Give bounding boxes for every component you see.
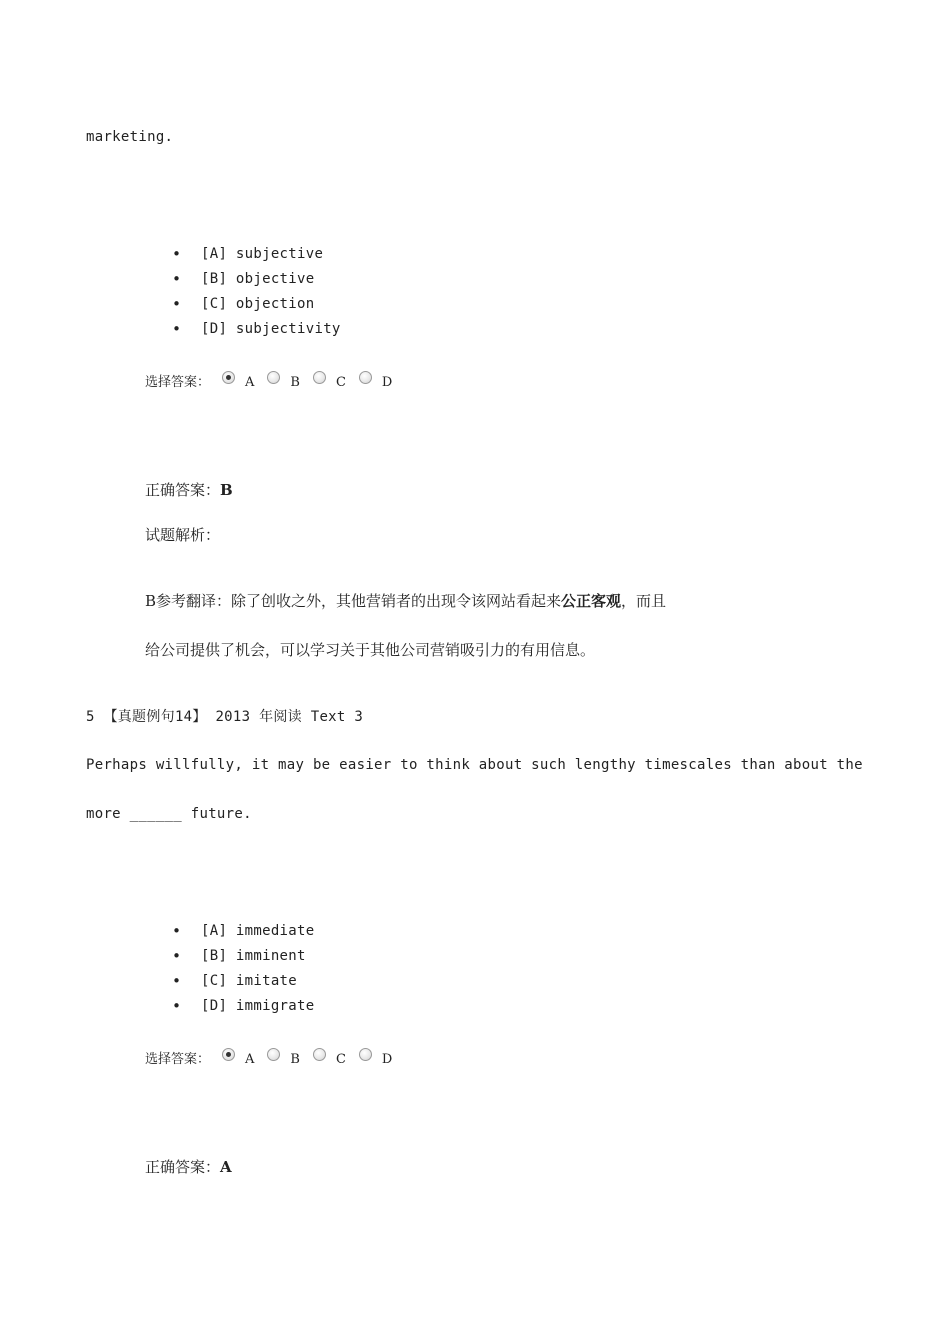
option-b: • [B] imminent bbox=[172, 944, 314, 969]
question-text-tail: marketing. bbox=[86, 129, 174, 145]
question-heading: 5 【真题例句14】 2013 年阅读 Text 3 bbox=[86, 709, 364, 725]
radio-c-label: C bbox=[335, 1052, 346, 1067]
option-d: • [D] immigrate bbox=[172, 994, 314, 1019]
correct-answer-label: 正确答案： bbox=[145, 481, 221, 499]
translation-highlight: 公正客观 bbox=[561, 592, 622, 610]
radio-b[interactable] bbox=[267, 1048, 280, 1061]
option-d: • [D] subjectivity bbox=[172, 317, 341, 342]
radio-a[interactable] bbox=[222, 371, 235, 384]
radio-c[interactable] bbox=[313, 1048, 326, 1061]
question-sentence-line-2: more ______ future. bbox=[86, 806, 252, 822]
correct-answer bbox=[145, 1156, 232, 1177]
radio-c-label: C bbox=[335, 375, 346, 390]
option-list bbox=[172, 919, 314, 1019]
option-a: • [A] subjective bbox=[172, 242, 341, 267]
question-sentence-line-1: Perhaps willfully, it may be easier to think about such lengthy timescales than about the bbox=[86, 757, 863, 773]
option-a: • [A] immediate bbox=[172, 919, 314, 944]
radio-a-label: A bbox=[245, 375, 255, 390]
option-c: • [C] objection bbox=[172, 292, 341, 317]
select-answer-label: 选择答案： bbox=[145, 1052, 211, 1067]
answer-selector bbox=[145, 1045, 405, 1067]
analysis-label: 试题解析： bbox=[145, 526, 221, 544]
translation-text-end: ，而且 bbox=[621, 592, 667, 610]
option-b: • [B] objective bbox=[172, 267, 341, 292]
option-c: • [C] imitate bbox=[172, 969, 314, 994]
radio-d-label: D bbox=[381, 1052, 393, 1067]
answer-selector bbox=[145, 368, 405, 390]
correct-answer-label: 正确答案： bbox=[145, 1158, 221, 1176]
select-answer-label: 选择答案： bbox=[145, 375, 211, 390]
option-list bbox=[172, 242, 341, 342]
correct-answer bbox=[145, 479, 233, 500]
radio-b-label: B bbox=[290, 1052, 300, 1067]
radio-d[interactable] bbox=[359, 1048, 372, 1061]
translation-line-1 bbox=[145, 590, 666, 611]
radio-d-label: D bbox=[381, 375, 393, 390]
radio-b[interactable] bbox=[267, 371, 280, 384]
translation-text: B参考翻译：除了创收之外，其他营销者的出现令该网站看起来 bbox=[145, 592, 562, 610]
radio-a-label: A bbox=[245, 1052, 255, 1067]
radio-d[interactable] bbox=[359, 371, 372, 384]
radio-b-label: B bbox=[290, 375, 300, 390]
radio-c[interactable] bbox=[313, 371, 326, 384]
translation-line-2: 给公司提供了机会，可以学习关于其他公司营销吸引力的有用信息。 bbox=[145, 641, 596, 659]
correct-answer-value: B bbox=[220, 481, 233, 499]
correct-answer-value: A bbox=[220, 1158, 232, 1176]
radio-a[interactable] bbox=[222, 1048, 235, 1061]
